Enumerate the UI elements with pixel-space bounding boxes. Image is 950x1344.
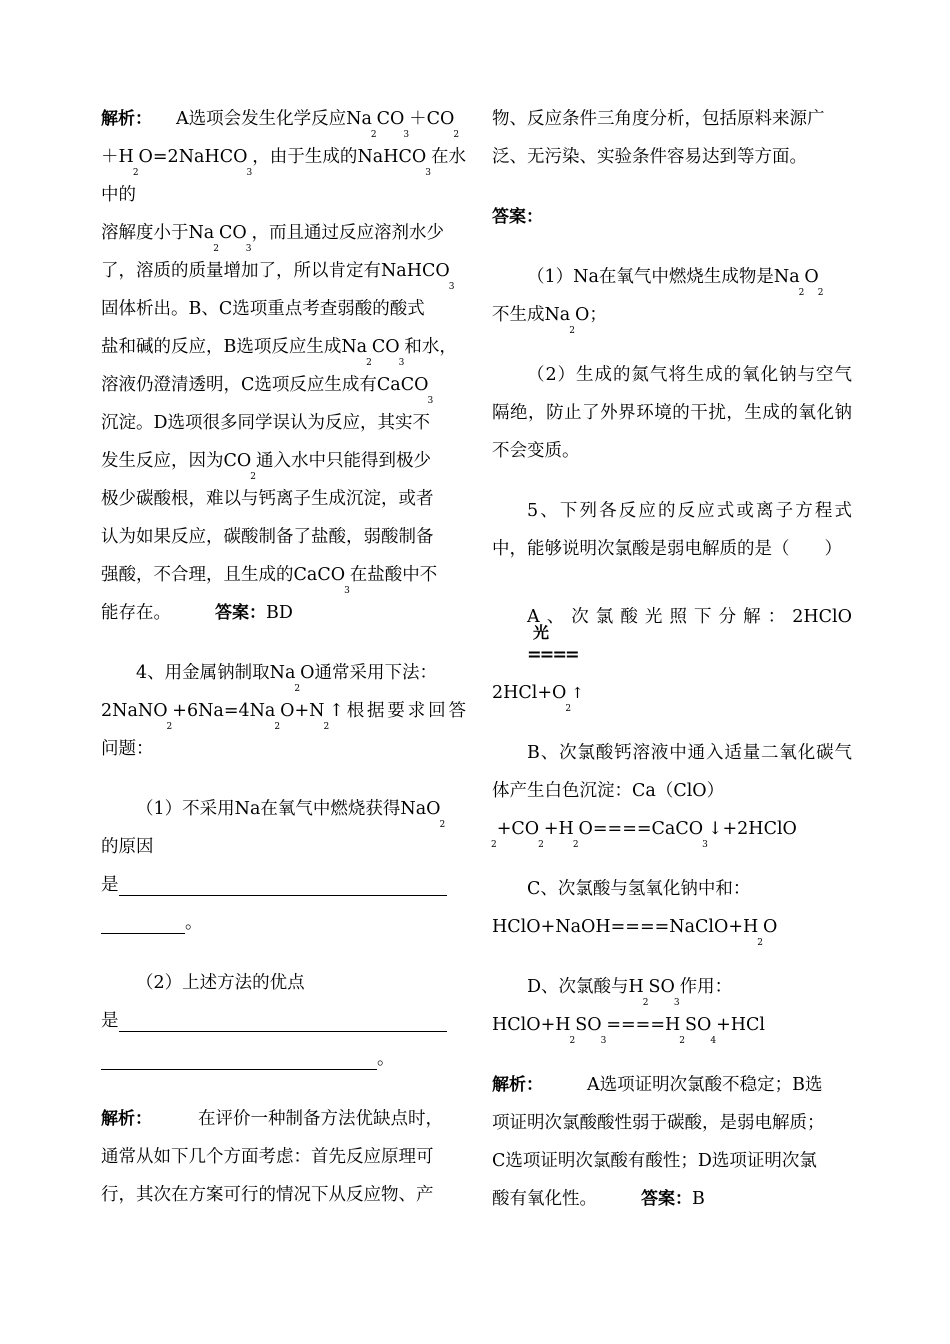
right-column: [492, 100, 852, 1218]
analysis-label: 解析：: [101, 109, 152, 129]
option-c-equation: $HClO+NaOH====NaClO+H_2O$: [492, 917, 778, 948]
question-4-equation: $2NaNO_2+6Na=4Na_2O+N_2↑$根据要求回答问题：: [101, 701, 466, 759]
option-b: B、次氯酸钙溶液中通入适量二氧化碳气体产生白色沉淀：Ca（ClO）: [492, 743, 852, 801]
option-d: D、次氯酸与$H_2SO_3$作用：: [527, 977, 733, 1008]
answer-blank-2b[interactable]: [101, 1047, 377, 1070]
question-4-stem: 4、用金属钠制取$Na_2O$通常采用下法：: [136, 663, 437, 694]
answer-blank-1b[interactable]: [101, 911, 185, 934]
option-a-products: $2HCl+O_2↑$: [492, 683, 584, 714]
analysis-5-paragraph: 解析： A选项证明次氯酸不稳定；B选 项证明次氯酸酸性弱于碳酸，是弱电解质； C选项证明次氯酸有酸性；D选项证明次氯 酸有氧化性。 答案：B: [492, 1075, 825, 1209]
answer-4-part-2: （2）生成的氮气将生成的氧化钠与空气隔绝，防止了外界环境的干扰，生成的氧化钠不会变质。: [492, 365, 852, 461]
analysis-label: 解析：: [492, 1075, 543, 1095]
option-b-equation: $_2+CO_2+H_2O====CaCO_3↓+2HClO$: [491, 819, 797, 850]
option-a: A、次氯酸光照下分解：2HClO 光 ====: [492, 598, 852, 674]
option-d-equation: $HClO+H_2SO_3====H_2SO_4+HCl$: [492, 1015, 765, 1046]
question-5-stem: 5、下列各反应的反应式或离子方程式中，能够说明次氯酸是弱电解质的是（ ）: [492, 501, 852, 559]
question-4-part-1: （1）不采用Na在氧气中燃烧获得NaO$_2$ 的原因 是 。: [101, 799, 446, 933]
answer-label: 答案：: [641, 1189, 692, 1209]
option-c: C、次氯酸与氢氧化钠中和：: [527, 879, 751, 899]
analysis-3-paragraph: 解析： A选项会发生化学反应$Na_2CO_3+CO_2$ $+H_2O=2NaHCO_3$，由于生成的NaHCO$_3$在水中的 溶解度小于$Na_2CO_3$，而且通过反应溶剂水少 了，溶质的质量增加了，所以肯定有NaHCO$_3$ 固体析出。B、C选项重点考查弱酸的酸式 盐和碱的反应，B选项反应生成$Na_2CO_3$和水， 溶液仍澄清透明，C选项反应生成有CaCO$_3$ 沉淀。D选项很多同学误认为反应，其实不 发生反应，因为$CO_2$通入水中只能得到极少 极少碳酸根，难以与钙离子生成沉淀，或者 认为如果反应，碳酸制备了盐酸，弱酸制备 强酸，不合理，且生成的CaCO$_3$在盐酸中不 能存在。 答案：BD: [101, 109, 467, 623]
analysis-4-continued: 物、反应条件三角度分析，包括原料来源广 泛、无污染、实验条件容易达到等方面。: [492, 109, 825, 167]
answer-blank-2a[interactable]: [119, 1009, 447, 1032]
answer-heading: [492, 198, 852, 236]
analysis-label: 解析：: [101, 1109, 152, 1129]
answer-value: B: [692, 1189, 705, 1209]
left-column: [101, 100, 466, 1214]
answer-label: 答案：: [492, 207, 543, 227]
analysis-4-paragraph: 解析： 在评价一种制备方法优缺点时， 通常从如下几个方面考虑：首先反应原理可 行，其次在方案可行的情况下从反应物、产: [101, 1109, 443, 1205]
answer-4-part-1: （1）Na在氧气中燃烧生成物是$Na_2O_2$ 不生成$Na_2O$；: [492, 267, 824, 336]
question-4-part-2: （2）上述方法的优点 是 。: [101, 964, 466, 1078]
answer-blank-1a[interactable]: [119, 873, 447, 896]
answer-label: 答案：: [215, 603, 266, 623]
light-condition-mark: 光 ====: [527, 623, 578, 665]
answer-value: BD: [266, 603, 293, 623]
